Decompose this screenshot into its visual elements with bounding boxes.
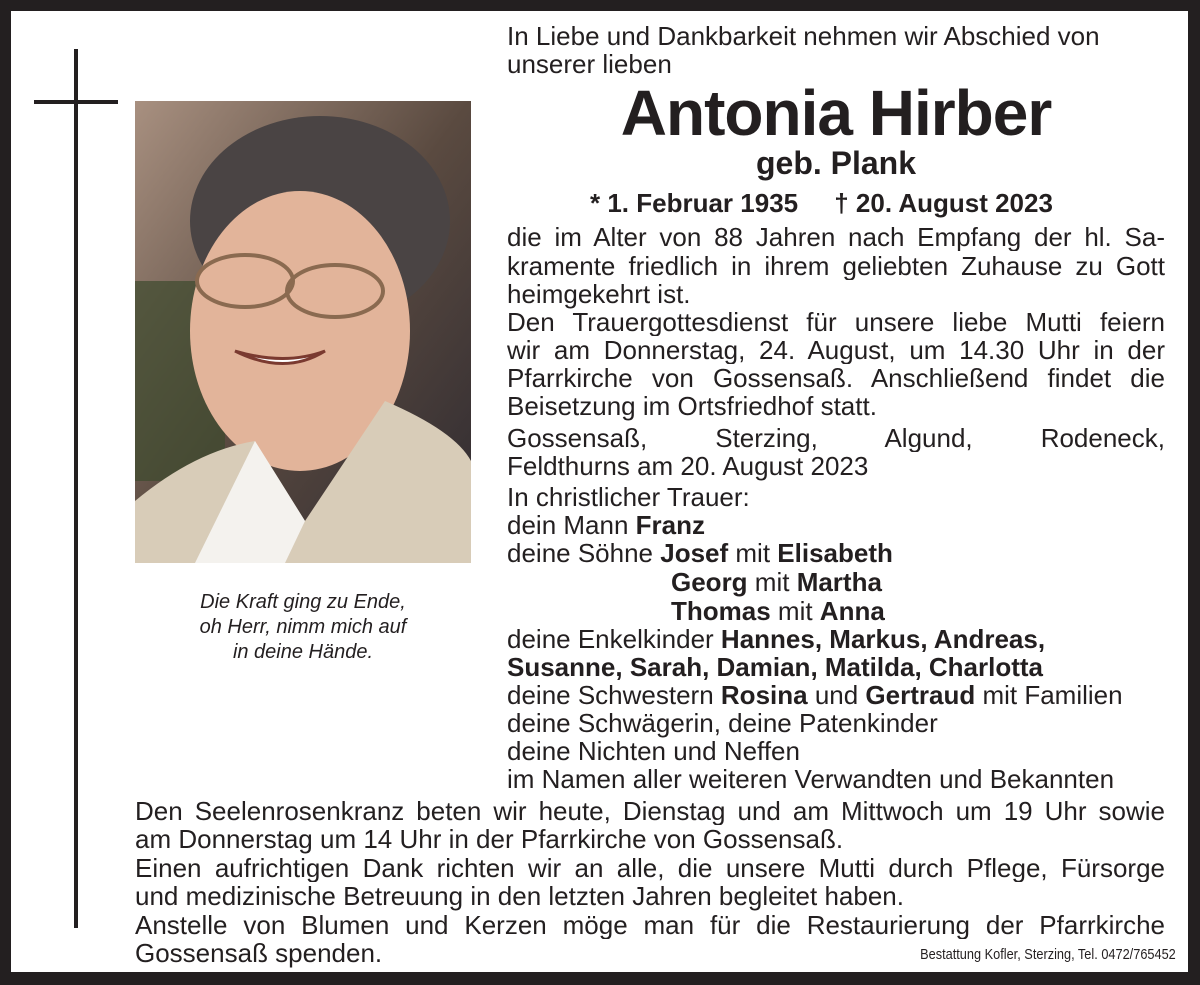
footer-line	[135, 939, 382, 967]
body-line	[507, 737, 800, 765]
name-highlight: Gertraud	[865, 680, 976, 710]
text-segment: heimgekehrt ist.	[507, 279, 691, 309]
text-segment: deine Söhne	[507, 538, 661, 568]
body-line	[507, 681, 1123, 709]
text-segment: kramente friedlich in ihrem geliebten Zuhause zu Gott	[507, 252, 1165, 280]
body-line	[507, 653, 1043, 681]
name-highlight: Franz	[635, 510, 705, 540]
body-line	[507, 483, 750, 511]
text-segment: Pfarrkirche von Gossensaß. Anschließend findet die	[507, 364, 1165, 392]
footer-line	[135, 825, 843, 853]
body-line	[507, 223, 1165, 251]
body-line	[507, 539, 893, 567]
portrait-photo	[135, 101, 471, 563]
deceased-name: Antonia Hirber	[620, 77, 1052, 149]
caption-line: oh Herr, nimm mich auf	[199, 616, 407, 638]
caption-line: Die Kraft ging zu Ende,	[200, 591, 406, 613]
body-line	[507, 765, 1114, 793]
text-segment: In christlicher Trauer:	[507, 482, 750, 512]
text-segment: im Namen aller weiteren Verwandten und Bekannten	[507, 764, 1115, 794]
text-segment: mit	[728, 538, 778, 568]
birth-date: * 1. Februar 1935	[590, 188, 799, 218]
text-segment: Beisetzung im Ortsfriedhof statt.	[507, 391, 877, 421]
text-segment: Feldthurns am 20. August 2023	[507, 451, 869, 481]
body-line	[507, 511, 705, 539]
text-segment: deine Enkelkinder	[507, 624, 721, 654]
text-segment: die im Alter von 88 Jahren nach Empfang der hl. Sa-	[507, 223, 1165, 251]
text-segment: deine Schwägerin, deine Patenkinder	[507, 708, 938, 738]
funeral-home-credit: Bestattung Kofler, Sterzing, Tel. 0472/765452	[920, 946, 1176, 963]
body-line	[507, 252, 1165, 280]
text-segment: wir am Donnerstag, 24. August, um 14.30 Uhr in der	[507, 336, 1165, 364]
body-line	[507, 336, 1165, 364]
text-segment: und	[807, 680, 866, 710]
body-line	[671, 568, 882, 596]
name-highlight: Martha	[796, 567, 882, 597]
text-segment: mit	[747, 567, 797, 597]
footer-line	[135, 911, 1165, 939]
photo-caption	[135, 590, 471, 665]
text-segment: Anstelle von Blumen und Kerzen möge man für die Restaurierung der Pfarrkirche	[135, 911, 1165, 939]
life-dates	[590, 189, 1053, 217]
text-segment: Den Trauergottesdienst für unsere liebe Mutti feiern	[507, 308, 1165, 336]
intro-line: In Liebe und Dankbarkeit nehmen wir Abschied von	[507, 21, 1100, 51]
body-line	[507, 392, 877, 420]
intro-line: unserer lieben	[507, 49, 672, 79]
footer-line	[135, 882, 904, 910]
text-segment: mit Familien	[975, 680, 1123, 710]
cross-icon-bar	[34, 100, 118, 104]
name-highlight: Anna	[819, 596, 885, 626]
text-segment: Gossensaß spenden.	[135, 938, 383, 968]
name-highlight: Elisabeth	[777, 538, 893, 568]
text-segment: Einen aufrichtigen Dank richten wir an alle, die unsere Mutti durch Pflege, Fürsorge	[135, 854, 1165, 882]
caption-line: in deine Hände.	[232, 641, 374, 663]
death-date: † 20. August 2023	[834, 188, 1053, 218]
text-segment: Gossensaß, Sterzing, Algund, Rodeneck,	[507, 424, 1165, 452]
body-line	[671, 597, 885, 625]
body-line	[507, 452, 868, 480]
cross-icon	[74, 49, 78, 928]
body-line	[507, 625, 1045, 653]
text-segment: und medizinische Betreuung in den letzten Jahren begleitet haben.	[135, 881, 904, 911]
text-segment: deine Nichten und Neffen	[507, 736, 800, 766]
body-line	[507, 424, 1165, 452]
name-highlight: Thomas	[671, 596, 771, 626]
footer-line	[135, 854, 1165, 882]
body-line	[507, 364, 1165, 392]
name-highlight: Hannes, Markus, Andreas,	[720, 624, 1046, 654]
body-line	[507, 280, 691, 308]
body-line	[507, 709, 938, 737]
maiden-name: geb. Plank	[755, 145, 917, 181]
name-highlight: Susanne, Sarah, Damian, Matilda, Charlotta	[507, 652, 1044, 682]
name-highlight: Josef	[660, 538, 729, 568]
text-segment: Den Seelenrosenkranz beten wir heute, Dienstag und am Mittwoch um 19 Uhr sowie	[135, 797, 1165, 825]
name-highlight: Rosina	[720, 680, 808, 710]
body-line	[507, 308, 1165, 336]
name-highlight: Georg	[671, 567, 748, 597]
footer-line	[135, 797, 1165, 825]
text-segment: mit	[770, 596, 820, 626]
text-segment: dein Mann	[507, 510, 636, 540]
text-segment: am Donnerstag um 14 Uhr in der Pfarrkirche von Gossensaß.	[135, 824, 844, 854]
text-segment: deine Schwestern	[507, 680, 721, 710]
